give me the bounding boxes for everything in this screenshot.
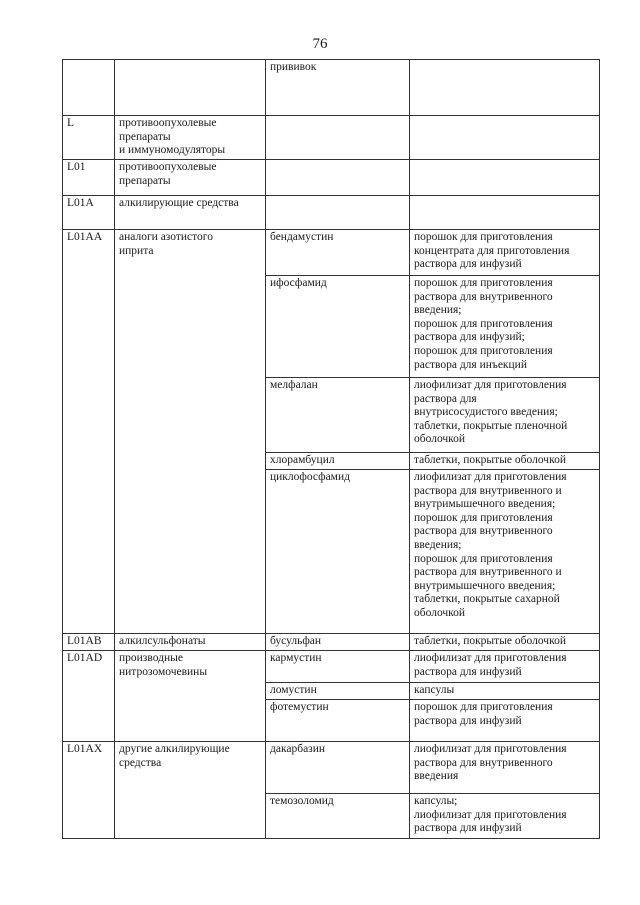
group-name-cell: аналоги азотистого иприта [115, 230, 266, 634]
atc-code-cell: L01A [63, 196, 115, 230]
drug-name-cell: бендамустин [266, 230, 410, 276]
drug-name-cell: циклофосфамид [266, 470, 410, 634]
atc-code-cell: L01AX [63, 742, 115, 839]
dosage-form-cell: лиофилизат для приготовления раствора для внутривенного и внутримышечного введения; порошок для приготовления раствора для внутривенного введения; порошок для приготовления раствора для внутривенного и внутримышечного введения; таблетки, покрытые сахарной оболочкой [410, 470, 600, 634]
dosage-form-cell [410, 116, 600, 160]
dosage-form-cell: порошок для приготовления раствора для внутривенного введения; порошок для приготовления раствора для инфузий; порошок для приготовления раствора для инъекций [410, 276, 600, 378]
atc-code-cell: L [63, 116, 115, 160]
drug-name-cell: прививок [266, 60, 410, 116]
table-row [63, 196, 600, 230]
dosage-form-cell: порошок для приготовления раствора для инфузий [410, 700, 600, 742]
atc-code-cell: L01AB [63, 634, 115, 651]
table-row [63, 634, 600, 651]
table-row [63, 60, 600, 116]
group-name-cell [115, 60, 266, 116]
table-row [63, 651, 600, 683]
dosage-form-cell: капсулы [410, 683, 600, 700]
group-name-cell: противоопухолевые препараты [115, 160, 266, 196]
drug-name-cell: дакарбазин [266, 742, 410, 794]
drug-name-cell [266, 160, 410, 196]
dosage-form-cell: лиофилизат для приготовления раствора для внутривенного введения [410, 742, 600, 794]
atc-code-cell: L01AD [63, 651, 115, 742]
drug-name-cell: темозоломид [266, 794, 410, 839]
dosage-form-cell [410, 196, 600, 230]
table-row [63, 160, 600, 196]
dosage-form-cell: порошок для приготовления концентрата для приготовления раствора для инфузий [410, 230, 600, 276]
drug-name-cell: хлорамбуцил [266, 453, 410, 470]
drug-name-cell: кармустин [266, 651, 410, 683]
drug-name-cell [266, 196, 410, 230]
group-name-cell: другие алкилирующие средства [115, 742, 266, 839]
group-name-cell: алкилирующие средства [115, 196, 266, 230]
dosage-form-cell [410, 60, 600, 116]
drug-name-cell: ифосфамид [266, 276, 410, 378]
page-number: 76 [312, 36, 328, 52]
table-row [63, 230, 600, 276]
dosage-form-cell [410, 160, 600, 196]
atc-code-cell: L01 [63, 160, 115, 196]
drug-name-cell [266, 116, 410, 160]
drug-name-cell: мелфалан [266, 378, 410, 453]
dosage-form-cell: лиофилизат для приготовления раствора для внутрисосудистого введения; таблетки, покрытые пленочной оболочкой [410, 378, 600, 453]
drug-name-cell: ломустин [266, 683, 410, 700]
group-name-cell: производные нитрозомочевины [115, 651, 266, 742]
dosage-form-cell: таблетки, покрытые оболочкой [410, 453, 600, 470]
table-row [63, 116, 600, 160]
atc-code-cell [63, 60, 115, 116]
dosage-form-cell: капсулы; лиофилизат для приготовления раствора для инфузий [410, 794, 600, 839]
atc-code-cell: L01AA [63, 230, 115, 634]
dosage-form-cell: лиофилизат для приготовления раствора для инфузий [410, 651, 600, 683]
table-row [63, 742, 600, 794]
drug-classification-table [62, 59, 600, 839]
drug-name-cell: бусульфан [266, 634, 410, 651]
group-name-cell: противоопухолевые препараты и иммуномодуляторы [115, 116, 266, 160]
dosage-form-cell: таблетки, покрытые оболочкой [410, 634, 600, 651]
group-name-cell: алкилсульфонаты [115, 634, 266, 651]
drug-name-cell: фотемустин [266, 700, 410, 742]
